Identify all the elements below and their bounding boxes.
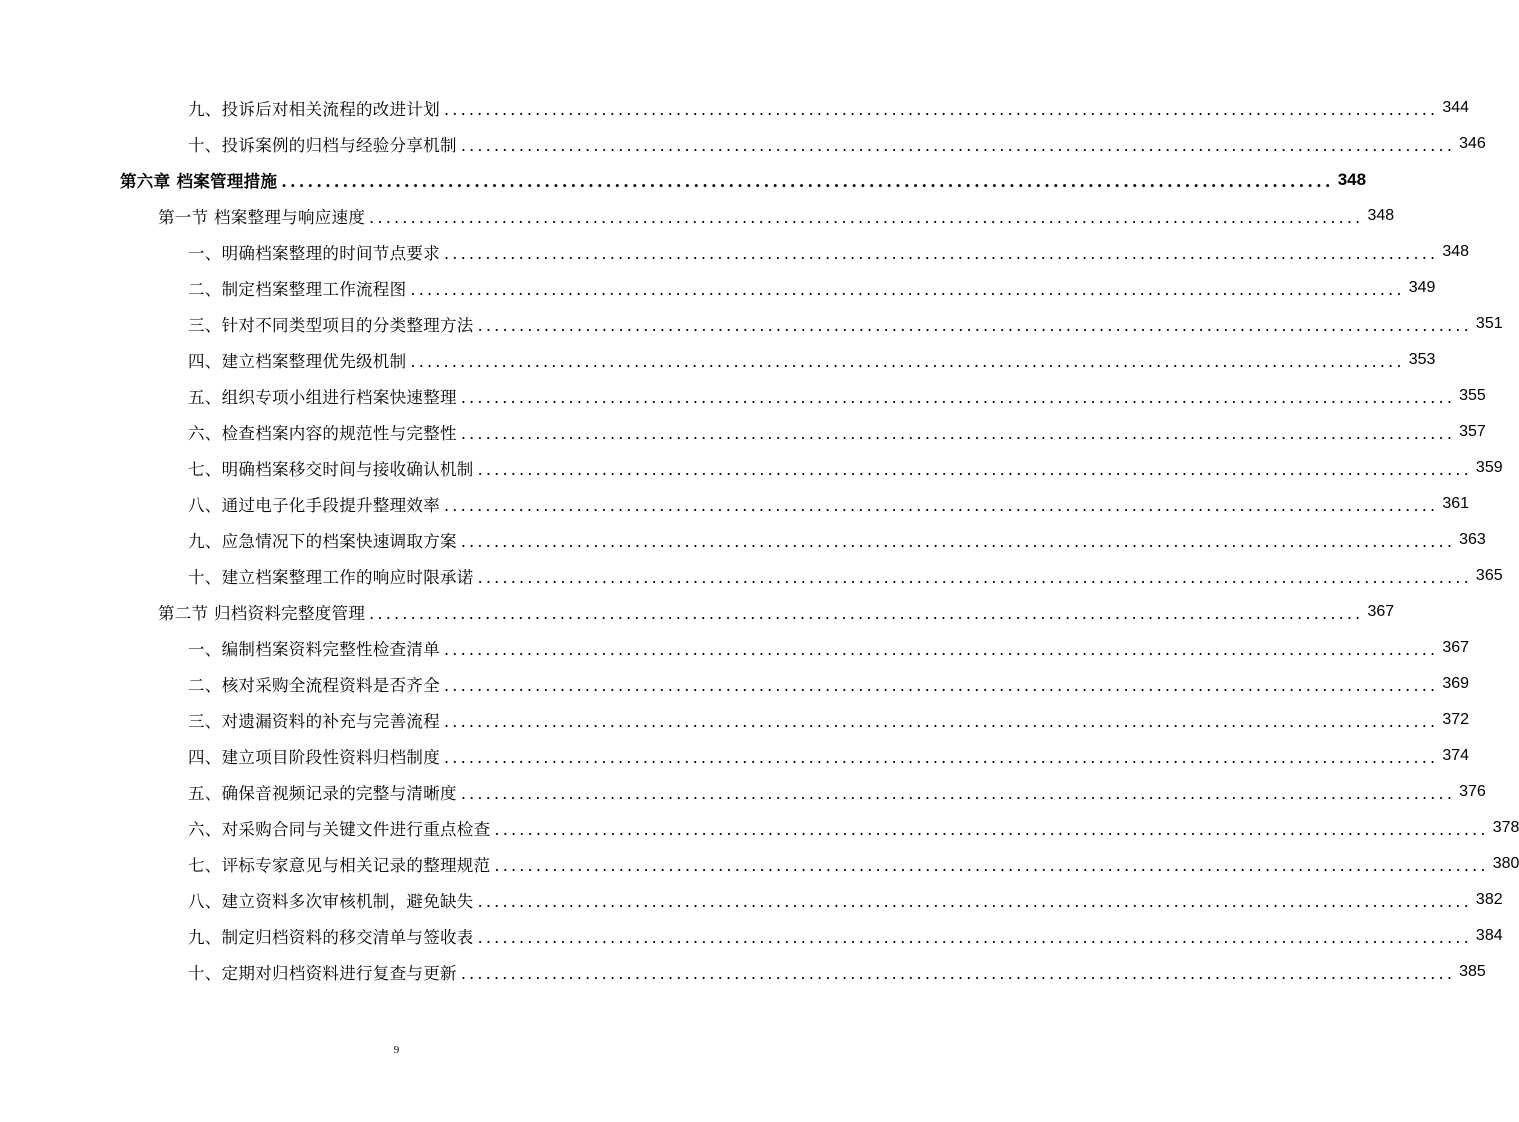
toc-entry-page: 349 [1408, 279, 1436, 296]
toc-entry-page: 348 [1337, 170, 1367, 189]
dot-leader: ........................................................................................................................ [460, 135, 1456, 155]
toc-entry-item[interactable] [0, 486, 1470, 522]
toc-entry-page: 351 [1475, 315, 1503, 332]
toc-entry-page: 374 [1442, 747, 1470, 764]
dot-leader: ........................................................................................................................ [369, 603, 1364, 623]
toc-entry-page: 380 [1492, 855, 1519, 872]
dot-leader: ........................................................................................................................ [444, 711, 1439, 731]
toc-entry-item[interactable] [0, 270, 1436, 306]
dot-leader: ........................................................................................................................ [477, 927, 1472, 947]
toc-entry-item[interactable] [0, 918, 1503, 954]
toc-entry-title: 二、核对采购全流程资料是否齐全 [188, 676, 440, 695]
toc-entry-title: 八、通过电子化手段提升整理效率 [188, 496, 440, 515]
toc-entry-title: 九、投诉后对相关流程的改进计划 [188, 100, 440, 119]
toc-entry-title: 七、评标专家意见与相关记录的整理规范 [188, 856, 491, 875]
dot-leader: ........................................................................................................................ [444, 747, 1439, 767]
toc-entry-page: 372 [1442, 711, 1470, 728]
toc-entry-item[interactable] [0, 630, 1470, 666]
toc-entry-title: 七、明确档案移交时间与接收确认机制 [188, 460, 474, 479]
toc-entry-title: 一、明确档案整理的时间节点要求 [188, 244, 440, 263]
dot-leader: ........................................................................................................................ [460, 783, 1456, 803]
toc-entry-item[interactable] [0, 558, 1503, 594]
toc-entry-item[interactable] [0, 450, 1503, 486]
toc-entry-item[interactable] [0, 810, 1519, 846]
table-of-contents [0, 90, 1519, 990]
toc-entry-item[interactable] [0, 702, 1470, 738]
toc-entry-page: 365 [1475, 567, 1503, 584]
toc-entry-page: 363 [1459, 531, 1486, 548]
toc-entry-title: 九、应急情况下的档案快速调取方案 [188, 532, 457, 551]
toc-entry-title: 十、定期对归档资料进行复查与更新 [188, 964, 457, 983]
toc-entry-title: 十、投诉案例的归档与经验分享机制 [188, 136, 457, 155]
toc-entry-title: 八、建立资料多次审核机制，避免缺失 [188, 892, 474, 911]
toc-entry-item[interactable] [0, 774, 1486, 810]
toc-entry-page: 378 [1492, 819, 1519, 836]
toc-entry-section[interactable] [0, 198, 1395, 234]
dot-leader: ........................................................................................................................ [460, 423, 1456, 443]
toc-entry-title: 四、建立项目阶段性资料归档制度 [188, 748, 440, 767]
dot-leader: ........................................................................................................................ [444, 675, 1439, 695]
page-number: 9 [393, 1044, 400, 1056]
dot-leader: ........................................................................................................................ [369, 207, 1364, 227]
toc-entry-page: 359 [1475, 459, 1503, 476]
dot-leader: ........................................................................................................................ [477, 315, 1472, 335]
toc-entry-title: 五、确保音视频记录的完整与清晰度 [188, 784, 457, 803]
toc-entry-page: 348 [1442, 243, 1470, 260]
toc-entry-page: 384 [1475, 927, 1503, 944]
dot-leader: ........................................................................................................................ [460, 963, 1456, 983]
toc-entry-item[interactable] [0, 342, 1436, 378]
toc-entry-title: 二、制定档案整理工作流程图 [188, 280, 407, 299]
dot-leader: ........................................................................................................................ [444, 243, 1439, 263]
toc-entry-page: 367 [1367, 603, 1395, 620]
toc-entry-page: 376 [1459, 783, 1486, 800]
toc-entry-item[interactable] [0, 378, 1486, 414]
toc-entry-page: 382 [1475, 891, 1503, 908]
dot-leader: ........................................................................................................................ [460, 531, 1456, 551]
toc-entry-item[interactable] [0, 306, 1503, 342]
toc-entry-title: 一、编制档案资料完整性检查清单 [188, 640, 440, 659]
dot-leader: ........................................................................................................................ [494, 819, 1489, 839]
toc-entry-item[interactable] [0, 234, 1470, 270]
dot-leader: ........................................................................................................................ [477, 567, 1472, 587]
toc-entry-page: 357 [1459, 423, 1486, 440]
toc-entry-page: 344 [1442, 99, 1470, 116]
dot-leader: ........................................................................................................................ [444, 495, 1439, 515]
toc-entry-title: 五、组织专项小组进行档案快速整理 [188, 388, 457, 407]
toc-entry-item[interactable] [0, 738, 1470, 774]
toc-entry-item[interactable] [0, 882, 1503, 918]
toc-entry-page: 346 [1459, 135, 1486, 152]
toc-entry-page: 348 [1367, 207, 1395, 224]
toc-entry-title: 第二节 归档资料完整度管理 [158, 604, 366, 623]
toc-entry-title: 第六章 档案管理措施 [120, 172, 278, 191]
toc-entry-page: 355 [1459, 387, 1486, 404]
toc-entry-item[interactable] [0, 414, 1486, 450]
toc-entry-item[interactable] [0, 522, 1486, 558]
dot-leader: ........................................................................................................................ [410, 351, 1405, 371]
toc-entry-page: 367 [1442, 639, 1470, 656]
toc-entry-item[interactable] [0, 954, 1486, 990]
toc-entry-title: 九、制定归档资料的移交清单与签收表 [188, 928, 474, 947]
toc-entry-title: 六、检查档案内容的规范性与完整性 [188, 424, 457, 443]
dot-leader: ........................................................................................................................ [494, 855, 1489, 875]
toc-entry-title: 三、针对不同类型项目的分类整理方法 [188, 316, 474, 335]
toc-entry-page: 385 [1459, 963, 1486, 980]
dot-leader: ........................................................................................................................ [281, 171, 1334, 191]
toc-entry-title: 四、建立档案整理优先级机制 [188, 352, 407, 371]
toc-entry-chapter[interactable] [0, 162, 1367, 198]
toc-entry-item[interactable] [0, 126, 1486, 162]
dot-leader: ........................................................................................................................ [460, 387, 1456, 407]
toc-entry-item[interactable] [0, 90, 1470, 126]
dot-leader: ........................................................................................................................ [410, 279, 1405, 299]
dot-leader: ........................................................................................................................ [477, 459, 1472, 479]
toc-entry-page: 361 [1442, 495, 1470, 512]
toc-entry-title: 十、建立档案整理工作的响应时限承诺 [188, 568, 474, 587]
toc-entry-title: 六、对采购合同与关键文件进行重点检查 [188, 820, 491, 839]
dot-leader: ........................................................................................................................ [477, 891, 1472, 911]
toc-entry-page: 369 [1442, 675, 1470, 692]
toc-entry-title: 第一节 档案整理与响应速度 [158, 208, 366, 227]
toc-entry-item[interactable] [0, 666, 1470, 702]
toc-entry-page: 353 [1408, 351, 1436, 368]
toc-entry-title: 三、对遗漏资料的补充与完善流程 [188, 712, 440, 731]
toc-entry-item[interactable] [0, 846, 1519, 882]
dot-leader: ........................................................................................................................ [444, 639, 1439, 659]
dot-leader: ........................................................................................................................ [444, 99, 1439, 119]
toc-entry-section[interactable] [0, 594, 1395, 630]
